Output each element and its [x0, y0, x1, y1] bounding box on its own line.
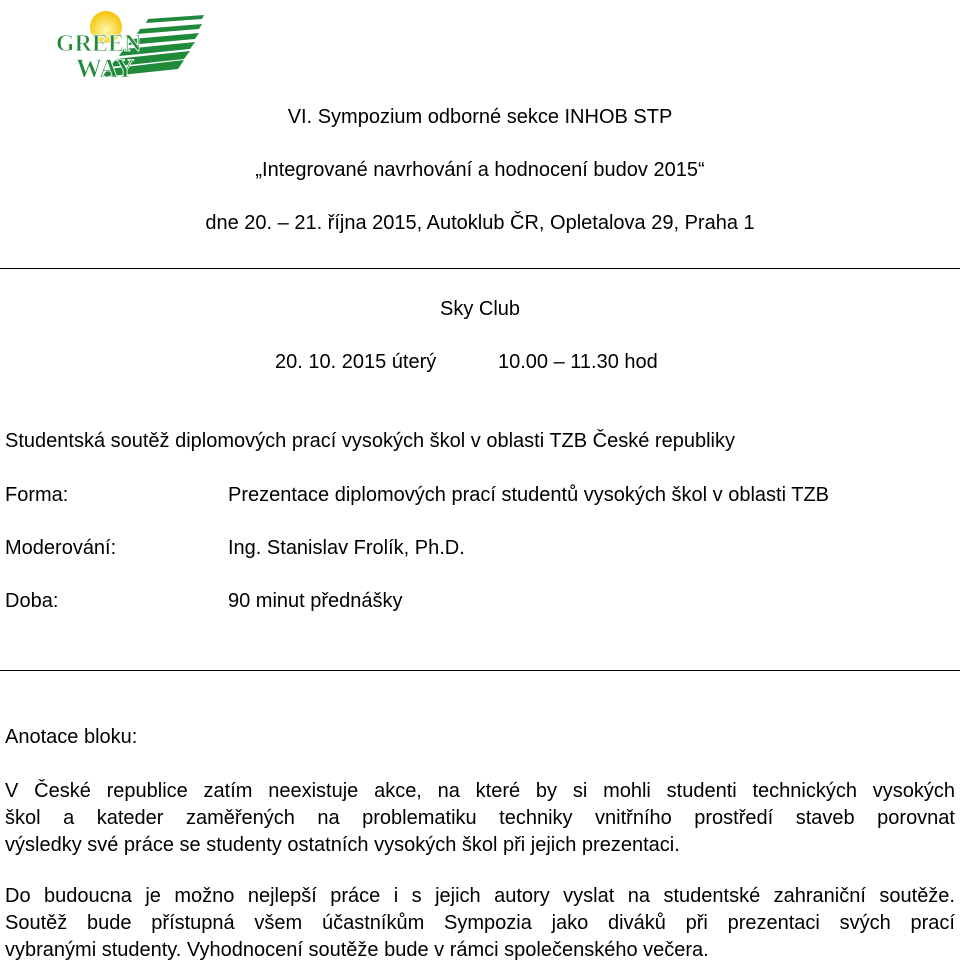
session-room: Sky Club [439, 298, 521, 320]
row-value-moderovani: Ing. Stanislav Frolík, Ph.D. [228, 537, 465, 559]
logo-graphic [52, 5, 212, 85]
block-title: Studentská soutěž diplomových prací vysokých škol v oblasti TZB České republiky [5, 430, 735, 452]
paragraph-line: Soutěž bude přístupná všem účastníkům Sympozia jako diváků při prezentaci svých prací [5, 912, 955, 934]
paragraph-line: vybranými studenty. Vyhodnocení soutěže bude v rámci společenského večera. [5, 939, 709, 961]
annotation-paragraph-1 [5, 778, 955, 859]
paragraph-line: Do budoucna je možno nejlepší práce i s jejich autory vyslat na studentské zahraniční soutěže. [5, 885, 955, 907]
session-date: 20. 10. 2015 úterý [275, 351, 437, 373]
row-label-doba: Doba: [5, 590, 59, 612]
row-label-forma: Forma: [5, 484, 69, 506]
event-title: VI. Sympozium odborné sekce INHOB STP [287, 106, 673, 128]
annotation-paragraph-2 [5, 883, 955, 964]
divider-bottom [0, 670, 960, 671]
session-time: 10.00 – 11.30 hod [498, 351, 658, 373]
paragraph-line: škol a kateder zaměřených na problematiku techniky vnitřního prostředí staveb porovnat [5, 807, 955, 829]
row-value-forma: Prezentace diplomových prací studentů vysokých škol v oblasti TZB [228, 484, 830, 506]
event-date-place: dne 20. – 21. října 2015, Autoklub ČR, Opletalova 29, Praha 1 [205, 212, 755, 234]
paragraph-line: V České republice zatím neexistuje akce, na které by si mohli studenti technických vysokých [5, 780, 955, 802]
annotation-heading: Anotace bloku: [5, 726, 138, 748]
paragraph-line: výsledky své práce se studenty ostatních vysokých škol při jejich prezentaci. [5, 834, 680, 856]
divider-top [0, 268, 960, 269]
greenway-logo [52, 5, 212, 85]
logo-text-way: WAY [76, 54, 135, 83]
logo-text-green: GREEN [56, 31, 142, 57]
row-value-doba: 90 minut přednášky [228, 590, 403, 612]
event-subtitle: „Integrované navrhování a hodnocení budov 2015“ [255, 159, 705, 181]
row-label-moderovani: Moderování: [5, 537, 117, 559]
